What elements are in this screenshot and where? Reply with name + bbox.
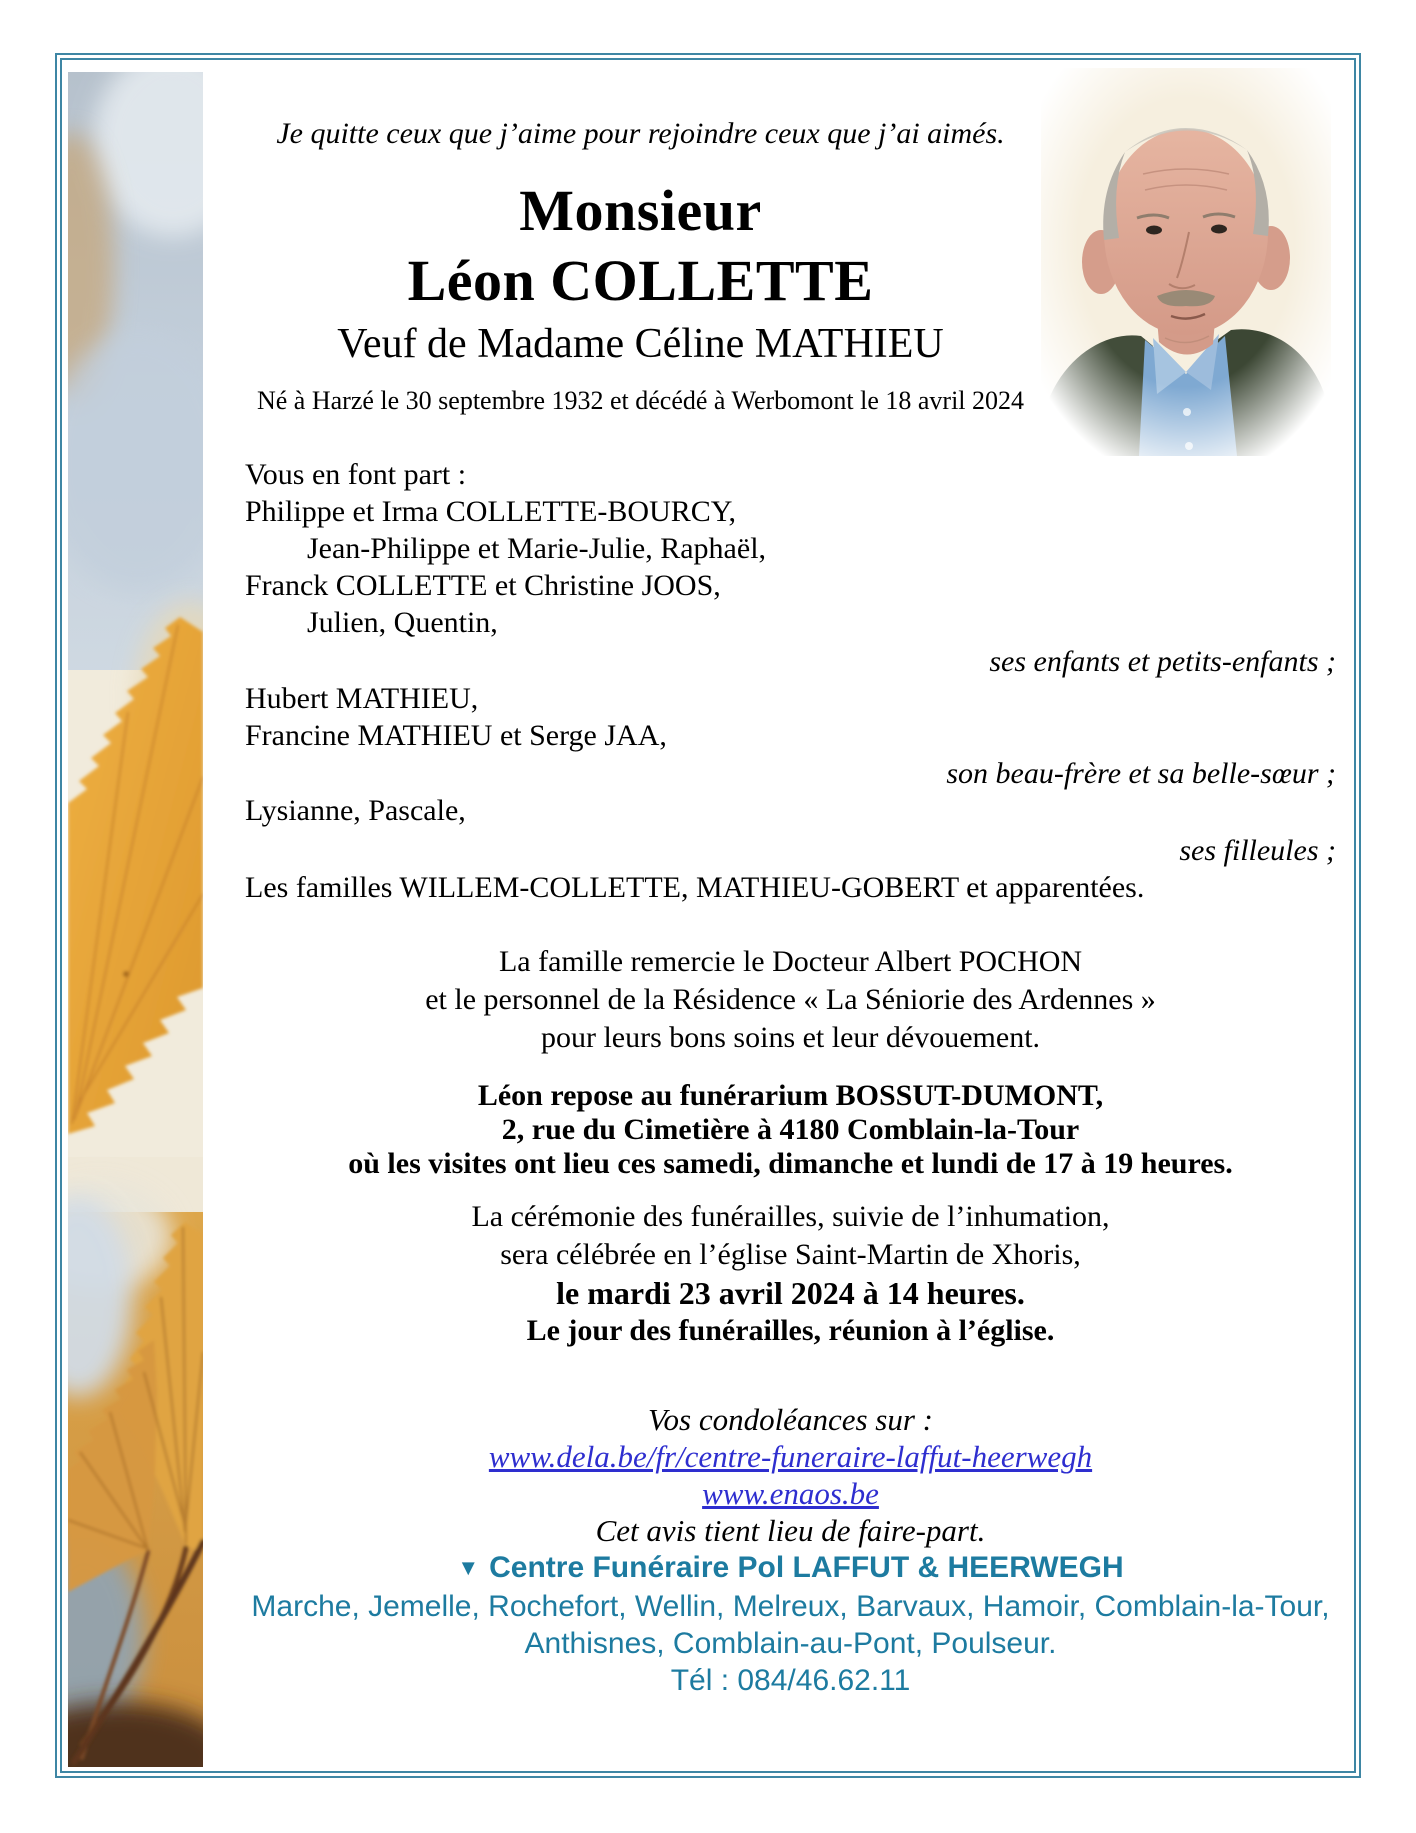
ceremony-line: sera célébrée en l’église Saint-Martin de Xhoris, — [500, 1238, 1081, 1271]
portrait-photo — [1036, 68, 1336, 456]
family-line: Francine MATHIEU et Serge JAA, — [245, 719, 667, 752]
family-line: Jean-Philippe et Marie-Julie, Raphaël, — [307, 532, 767, 565]
title-monsieur: Monsieur — [519, 178, 762, 243]
thanks-line: pour leurs bons soins et leur dévouement. — [540, 1021, 1041, 1054]
relation-label-children: ses enfants et petits-enfants ; — [989, 645, 1336, 678]
deceased-name: Léon COLLETTE — [407, 248, 874, 313]
condolences-block — [245, 1401, 1336, 1549]
faire-part-notice: Cet avis tient lieu de faire-part. — [595, 1513, 986, 1548]
repose-line: Léon repose au funérarium BOSSUT-DUMONT, — [477, 1079, 1104, 1112]
condolences-link-dela[interactable]: www.dela.be/fr/centre-funeraire-laffut-heerwegh — [488, 1439, 1093, 1474]
ceremony-paragraph — [245, 1198, 1336, 1312]
funeral-home-name: Centre Funéraire Pol LAFFUT & HEERWEGH — [489, 1551, 1124, 1584]
funeral-home-locations: Marche, Jemelle, Rochefort, Wellin, Melreux, Barvaux, Hamoir, Comblain-la-Tour, Anthisnes, Comblain-au-Pont, Poulseur. — [251, 1590, 1330, 1660]
memorial-quote: Je quitte ceux que j’aime pour rejoindre ceux que j’ai aimés. — [276, 117, 1005, 150]
title-block — [245, 60, 1036, 418]
family-line: Julien, Quentin, — [307, 606, 498, 639]
announcement-intro: Vous en font part : — [245, 458, 467, 491]
repose-line: où les visites ont lieu ces samedi, dimanche et lundi de 17 à 19 heures. — [348, 1147, 1233, 1180]
ceremony-date-line: le mardi 23 avril 2024 à 14 heures. — [556, 1275, 1025, 1311]
announcement-body — [245, 456, 1336, 1699]
widower-line: Veuf de Madame Céline MATHIEU — [337, 321, 944, 367]
funeral-home-footer — [245, 1549, 1336, 1699]
relation-label-inlaws: son beau-frère et sa belle-sœur ; — [946, 757, 1336, 790]
thanks-line: La famille remercie le Docteur Albert POCHON — [498, 945, 1083, 978]
life-dates: Né à Harzé le 30 septembre 1932 et décédé à Werbomont le 18 avril 2024 — [256, 386, 1025, 415]
funeral-home-name-line — [245, 1549, 1336, 1588]
funeral-home-phone: Tél : 084/46.62.11 — [670, 1664, 911, 1697]
decorative-double-border — [55, 53, 1361, 1778]
ceremony-line: La cérémonie des funérailles, suivie de l’inhumation, — [471, 1200, 1110, 1233]
thanks-line: et le personnel de la Résidence « La Séniorie des Ardennes » — [425, 983, 1156, 1016]
thanks-paragraph — [245, 943, 1336, 1057]
family-line: Hubert MATHIEU, — [245, 682, 479, 715]
family-line: Lysianne, Pascale, — [245, 794, 466, 827]
content-column — [203, 60, 1354, 1771]
reunion-line: Le jour des funérailles, réunion à l’église. — [526, 1314, 1055, 1347]
family-line: Franck COLLETTE et Christine JOOS, — [245, 569, 721, 602]
relation-label-goddaughters: ses filleules ; — [1179, 834, 1336, 867]
family-line: Philippe et Irma COLLETTE-BOURCY, — [245, 495, 737, 528]
families-line: Les familles WILLEM-COLLETTE, MATHIEU-GOBERT et apparentées. — [245, 871, 1145, 904]
down-triangle-icon: ▼ — [457, 1555, 480, 1580]
funeral-home-paragraph — [245, 1079, 1336, 1181]
autumn-leaves-photo — [68, 72, 203, 1767]
condolences-link-enaos[interactable]: www.enaos.be — [702, 1476, 879, 1511]
condolences-title: Vos condoléances sur : — [648, 1402, 933, 1437]
repose-line: 2, rue du Cimetière à 4180 Comblain-la-Tour — [501, 1113, 1080, 1146]
